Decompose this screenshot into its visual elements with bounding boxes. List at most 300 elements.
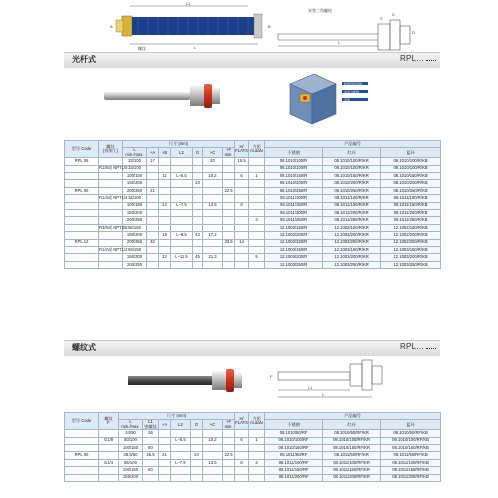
cell-B: 14 [159,202,171,209]
threaded-hex [212,371,226,390]
cell-F [223,437,235,444]
cell-thread [99,209,123,216]
cell-p1: 12.1002/200/R [265,232,323,239]
cell-p1: 08.1010/250/R [265,187,323,194]
cell-A [147,232,159,239]
cell-p2: 08.1010/200/R/KR [323,180,381,187]
cell-C [203,239,223,246]
cell-model [65,459,99,466]
th-p1: 不锈钢 [265,148,323,158]
cell-p1: 08.1010/100/R [265,165,323,172]
cell-G [191,467,203,474]
cell-p2: 06.1010/100/R/KR [323,158,381,165]
cell-C: 10.2 [203,437,223,444]
cell-F: 33.5 [224,239,233,245]
cell-torque [249,209,265,216]
section-header-smooth-rod [64,52,440,68]
cell-L2 [171,452,191,459]
cell-H [235,261,249,268]
cell-model: RPL 06 [65,158,99,165]
cell-A [159,437,171,444]
table-row [65,459,441,466]
cell-p2: 08.1011/50/RF/KR [323,452,381,459]
cell-L: 200/250 [123,239,147,246]
cell-B: 22 [159,254,171,261]
cell-L: 34/50 [119,430,143,437]
cell-F [223,246,235,253]
cell-p3: 08.1011/200/R/KB [381,209,441,216]
threaded-red-ring [226,369,234,392]
cell-F [223,195,235,202]
rod-cap [212,88,220,104]
cell-F [223,430,235,437]
cell-thread [99,158,123,165]
cell-model: RPL 12 [65,239,99,246]
cell-G [193,224,203,231]
cell-F [223,172,235,179]
cell-F [223,209,235,216]
cell-H [235,246,249,253]
cell-G: 45 [193,254,203,261]
cell-torque [249,239,265,246]
threaded-cap [234,373,242,388]
cell-p1: 08.1011/200/RF [265,474,323,481]
cell-p1: 08.1011/200/R [265,209,323,216]
cell-H [235,474,249,481]
cell-B: 18 [159,232,171,239]
cell-L: 100/150 [119,444,143,451]
cell-H [235,224,249,231]
cell-model [65,246,99,253]
cell-p3: 08.1010/100/RF/KB [381,437,441,444]
th-thread: 螺纹 (待加工) [99,141,123,158]
cell-p1: 12.1002/150/R [265,224,323,231]
cell-G [191,437,203,444]
cell-thread: G1/8 [99,437,119,444]
cell-C [203,467,223,474]
cell-p2: 12.1002/200/R/KR [323,232,381,239]
thread-tip [116,20,123,32]
cell-L2 [171,187,193,194]
cell-L: 59/150 [123,246,147,253]
cell-G [193,261,203,268]
cell-A [147,165,159,172]
cell-H [235,195,249,202]
cell-F [223,165,235,172]
cell-G: 23 [193,180,203,187]
cell-p2: 12.1003/200/R/KR [323,254,381,261]
th-h: H/ FLATS [235,141,249,158]
dim-d-label: D [412,30,415,35]
dim-f-label: F [270,374,273,379]
cell-p3: 08.1011/250/R/KB [381,217,441,224]
cell-G [191,430,203,437]
cell-L: 100/150 [123,172,147,179]
cell-model [65,467,99,474]
cell-G: 43 [193,232,203,239]
th2-p1: 不锈钢 [265,420,323,430]
th2-l: L min./max. [119,420,143,430]
cell-C [203,209,223,216]
cell-model [65,444,99,451]
cutaway-cube-diagram [284,70,340,130]
cell-A [147,261,159,268]
cell-p3: 12.1003/200/R/KB [381,254,441,261]
cell-A [147,209,159,216]
th2-l2: L2 [171,420,191,430]
cell-p1: 08.1011/250/R [265,217,323,224]
cell-L2 [171,195,193,202]
cell-p2: 08.1011/200/R/KR [323,209,381,216]
cell-L2: L–5.5 [171,172,193,179]
th2-g: G [191,420,203,430]
cell-C [203,452,223,459]
cell-A [147,172,159,179]
cell-H [235,180,249,187]
cell-p1: 08.1011/50/RF [265,452,323,459]
cell-thread [99,261,123,268]
cell-L: 33/100 [123,165,147,172]
cell-H: 14 [235,239,249,246]
cell-model [65,209,99,216]
dim-a-label: A [110,24,113,29]
red-ring [204,84,212,108]
th2-c: +C [203,420,223,430]
cell-L: 150/200 [123,254,147,261]
cell-model: RPL 08 [65,452,99,459]
cell-B [159,246,171,253]
cell-p3: 12.1002/150/R/KB [381,224,441,231]
table-row [65,180,441,187]
cell-A: 32 [147,239,159,246]
cell-A [147,246,159,253]
cell-p2: 08.1011/200/RF/KR [323,474,381,481]
top-left-technical-drawing [108,0,278,52]
cell-B [159,209,171,216]
th2-model: 型号 Code [65,413,99,430]
cell-thread [99,172,123,179]
th-p2: 红环 [323,148,381,158]
cell-L: 200/250 [123,217,147,224]
cell-H [235,232,249,239]
cell-p2: 12.1002/250/R/KR [323,239,381,246]
cell-L: 150/200 [123,180,147,187]
cell-torque [249,246,265,253]
th2-f: +F min. [223,420,235,430]
cell-model [65,224,99,231]
cell-L2 [171,224,193,231]
cell-F [223,254,235,261]
cell-torque [249,261,265,268]
cell-B [159,180,171,187]
cell-H [235,217,249,224]
cell-L: 200/250 [123,261,147,268]
cell-thread: R3/8或 NPT3/8 [99,224,128,230]
cell-F [223,261,235,268]
section-dots [426,60,436,61]
cell-p2: 08.1011/100/RF/KR [323,459,381,466]
rod-hex [190,86,204,106]
th-g: G [193,148,203,158]
th-l: L min./max. [123,148,147,158]
th-f: +F min. [223,148,235,158]
cell-A [159,444,171,451]
cell-torque [249,467,265,474]
cell-model [65,217,99,224]
cell-L2 [171,430,191,437]
cell-F [223,467,235,474]
cell-B [159,261,171,268]
cell-p3: 08.1010/150/R/KB [381,172,441,179]
top-right-technical-drawing [268,0,418,52]
cell-thread: R1/4或 NPT1/4 [99,195,128,201]
cell-torque [249,195,265,202]
cell-L2 [171,467,191,474]
cell-A [147,254,159,261]
th-l2: L2 [171,148,193,158]
th2-thread: 螺纹 F [99,413,119,430]
cell-p3: 08.1011/50/RF/KB [381,452,441,459]
cell-L: 150/200 [123,209,147,216]
cell-A [147,202,159,209]
cell-C [203,224,223,231]
cell-p1: 08.1010/150/RF [265,444,323,451]
thread-end [122,16,132,36]
cell-p2: 12.1002/150/R/KR [323,224,381,231]
cell-p3: 08.1010/250/R/KB [381,187,441,194]
cell-thread: R1/8或 NPT1/8 [99,165,128,171]
legend-label-1: 防损到第形物 [344,82,363,86]
th-a: +A [147,148,159,158]
cell-H: 18.5 [235,158,249,165]
cell-L: 100/150 [119,467,143,474]
cell-H [235,254,249,261]
cell-B [159,187,171,194]
cell-torque [249,474,265,481]
cell-L2 [171,261,193,268]
threaded-body [128,376,212,385]
cell-C [203,430,223,437]
cell-p3: 08.1010/100/R/KB [381,165,441,172]
cell-C [203,261,223,268]
cell-F [223,232,235,239]
cell-A [159,459,171,466]
cell-p1: 08.1010/200/R [265,180,323,187]
table-row [65,444,441,451]
th-b: +B [159,148,171,158]
cell-L2 [171,158,193,165]
cell-model [65,474,99,481]
table-row [65,187,441,194]
cell-thread [99,232,123,239]
cell-L2 [171,474,191,481]
cell-thread [99,467,119,474]
table-row [65,246,441,253]
cell-p3: 08.1011/100/R/KB [381,195,441,202]
smooth-rod-table-body [65,158,441,269]
cell-F [223,217,235,224]
legend-label-3: 温度 [344,98,351,102]
table-row [65,172,441,179]
cell-p2: 08.1010/100/R/KR [323,165,381,172]
cell-L: 150/200 [123,232,147,239]
cell-L: 50/100 [119,437,143,444]
cell-C: 17.2 [203,232,223,239]
cell-p2: 12.1003/250/R/KR [323,261,381,268]
cell-F [223,474,235,481]
cell-p3: 08.1011/200/RF/KB [381,474,441,481]
table-row [65,165,441,172]
blue-rod [132,17,254,35]
cell-A: 21 [147,187,159,194]
cell-p1: 12.1003/250/R [265,261,323,268]
cell-B [159,165,171,172]
cell-model [65,437,99,444]
cell-C [203,165,223,172]
cell-p1: 08.1010/50/RF [265,430,323,437]
table-row [65,202,441,209]
cell-C: 21.3 [203,254,223,261]
table2-header-row-1 [65,413,441,420]
th2-p2: 红环 [323,420,381,430]
table-row [65,239,441,246]
cell-torque: 3 [249,217,265,224]
cell-L2 [171,217,193,224]
th2-l1: L1 密螺纹 [144,419,157,429]
cell-torque [249,180,265,187]
smooth-rod-spec-table [64,140,441,269]
section-title: 螺纹式 [72,343,96,352]
th-torque: 力矩 m.daN [249,141,265,158]
cell-thread [99,444,119,451]
cell-A [159,467,171,474]
cell-p1: 12.1003/200/R [265,254,323,261]
cell-L2: L–7.5 [171,202,193,209]
cell-H: 8 [235,202,249,209]
cell-L: 56/150 [123,224,147,231]
cell-p3: 12.1003/150/R/KB [381,246,441,253]
cell-p2: 08.1011/150/RF/KR [323,467,381,474]
cell-C [203,474,223,481]
cell-L2 [171,239,193,246]
cell-G [193,172,203,179]
cell-model: RPL 08 [65,187,99,194]
right-note: 安装三角螺栓 [308,8,332,13]
cell-C: 13.5 [203,459,223,466]
cell-p2: 08.1010/100/RF/KR [323,437,381,444]
cell-p2: 12.1003/150/R/KR [323,246,381,253]
cell-L2: L–11.5 [171,254,193,261]
cell-G [193,246,203,253]
cell-C: 10.2 [203,172,223,179]
cell-C [203,444,223,451]
cell-p1: 08.1011/150/R [265,202,323,209]
cell-model [65,180,99,187]
cell-torque [249,158,265,165]
cell-p2: 08.1010/150/R/KR [323,172,381,179]
cell-torque [249,430,265,437]
cell-H: 6 [235,172,249,179]
table-row [65,158,441,165]
table-row [65,232,441,239]
cell-G [191,444,203,451]
cell-C: 13.5 [203,202,223,209]
cell-p3: 08.1011/150/R/KB [381,202,441,209]
cell-B [159,224,171,231]
cell-G [191,474,203,481]
cell-L: 38.5/50 [119,452,143,459]
cell-H [235,187,249,194]
cell-thread [99,239,123,246]
table-row [65,474,441,481]
cell-torque [249,202,265,209]
cell-H [235,467,249,474]
cell-C [203,195,223,202]
table-row [65,217,441,224]
table-row [65,209,441,216]
cell-A [159,430,171,437]
cell-A: 21 [159,452,171,459]
section-title: 光杆式 [72,55,96,64]
cell-A [147,217,159,224]
table-row [65,224,441,231]
cell-thread: G1/4 [99,459,119,466]
dim-l2-label: L2 [186,1,191,6]
cell-G [193,187,203,194]
th2-torque: 力矩 m.daN [249,413,265,430]
th-c: +C [203,148,223,158]
rod-body [104,92,190,100]
cell-L1: 60 [143,467,159,474]
cell-torque [249,224,265,231]
cell-p3: 08.1011/100/RF/KB [381,459,441,466]
cell-p1: 06.1010/100/R [265,158,323,165]
cell-torque [249,444,265,451]
dim-l1-label: L1 [308,385,313,390]
section-code: RPL... [399,54,424,63]
cell-H: 8 [235,459,249,466]
threaded-table-body [65,430,441,482]
cell-B [159,217,171,224]
table-row [65,437,441,444]
cell-H: 6 [235,437,249,444]
cell-L: 55/100 [119,459,143,466]
cell-p3: 12.1002/200/R/KB [381,232,441,239]
cell-thread [99,254,123,261]
dim-l-label-2: L [322,392,325,397]
threaded-technical-drawing [266,352,406,402]
cell-p1: 12.1003/150/R [265,246,323,253]
table-row [65,261,441,268]
cell-p3: 12.1002/250/R/KB [381,239,441,246]
table-row [65,467,441,474]
th-p3: 蓝环 [381,148,441,158]
cell-G [193,209,203,216]
cell-L: 100/150 [123,202,147,209]
cell-C [203,246,223,253]
threaded-spec-table [64,412,441,482]
th-product: 产品编号 [265,141,441,148]
cell-G: 23 [191,452,203,459]
table-header-row-1 [65,141,441,148]
thread-note: 螺纹 [138,46,146,51]
cell-L: 33/100 [123,158,147,165]
th2-h: H/ FLATS [235,413,249,430]
cell-G [193,217,203,224]
cell-thread [99,474,119,481]
cell-B: 11 [159,172,171,179]
th2-a: +A [159,420,171,430]
